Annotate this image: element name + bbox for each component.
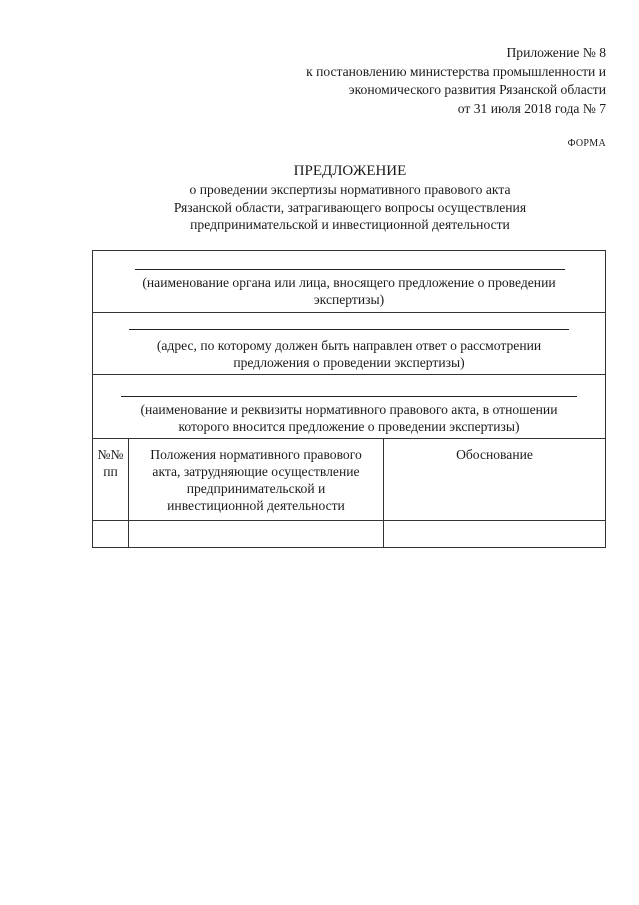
header-item-number bbox=[93, 446, 128, 480]
reply-address-caption-line-2: предложения о проведении экспертизы) bbox=[233, 355, 465, 370]
table-cell-number[interactable] bbox=[93, 521, 128, 547]
reply-address-fill-line[interactable] bbox=[129, 329, 569, 330]
header-provisions-line-2: акта, затрудняющие осуществление bbox=[152, 464, 360, 479]
header-justification: Обоснование bbox=[456, 447, 533, 462]
header-provisions-line-1: Положения нормативного правового bbox=[150, 447, 362, 462]
proposal-form-table bbox=[92, 250, 606, 548]
document-title-block bbox=[0, 162, 639, 234]
header-provisions bbox=[129, 446, 383, 514]
header-number-line-1: №№ bbox=[97, 447, 124, 462]
legal-act-fill-line[interactable] bbox=[121, 396, 577, 397]
provisions-table bbox=[93, 438, 605, 547]
reply-address-field bbox=[93, 312, 605, 375]
appendix-decree-line: к постановлению министерства промышленности и bbox=[306, 63, 606, 79]
applicant-name-caption bbox=[93, 274, 605, 308]
appendix-ministry-line: экономического развития Рязанской области bbox=[348, 82, 606, 97]
document-subtitle-line-1: о проведении экспертизы нормативного правового акта bbox=[189, 182, 511, 197]
legal-act-caption-line-2: которого вносится предложение о проведении экспертизы) bbox=[178, 419, 520, 434]
legal-act-caption-line-1: (наименование и реквизиты нормативного правового акта, в отношении bbox=[140, 402, 558, 417]
applicant-name-caption-line-2: экспертизы) bbox=[313, 292, 385, 307]
header-provisions-line-4: инвестиционной деятельности bbox=[167, 498, 345, 513]
appendix-reference bbox=[306, 44, 606, 118]
form-label: ФОРМА bbox=[567, 138, 606, 149]
table-cell-provisions[interactable] bbox=[129, 521, 383, 547]
appendix-number: Приложение № 8 bbox=[506, 45, 606, 60]
table-cell-justification[interactable] bbox=[384, 521, 605, 547]
applicant-name-fill-line[interactable] bbox=[135, 269, 565, 270]
legal-act-caption bbox=[93, 401, 605, 435]
applicant-name-field bbox=[93, 251, 605, 313]
appendix-date-line: от 31 июля 2018 года № 7 bbox=[457, 100, 606, 116]
reply-address-caption bbox=[93, 337, 605, 371]
header-provisions-line-3: предпринимательской и bbox=[186, 481, 326, 496]
document-subtitle-line-2: Рязанской области, затрагивающего вопросы осуществления bbox=[173, 199, 527, 215]
applicant-name-caption-line-1: (наименование органа или лица, вносящего предложение о проведении bbox=[142, 275, 556, 290]
document-title: ПРЕДЛОЖЕНИЕ bbox=[293, 163, 407, 179]
header-number-line-2: пп bbox=[103, 464, 118, 479]
legal-act-field bbox=[93, 374, 605, 439]
document-subtitle-line-3: предпринимательской и инвестиционной деятельности bbox=[190, 217, 510, 232]
reply-address-caption-line-1: (адрес, по которому должен быть направлен ответ о рассмотрении bbox=[156, 338, 542, 353]
